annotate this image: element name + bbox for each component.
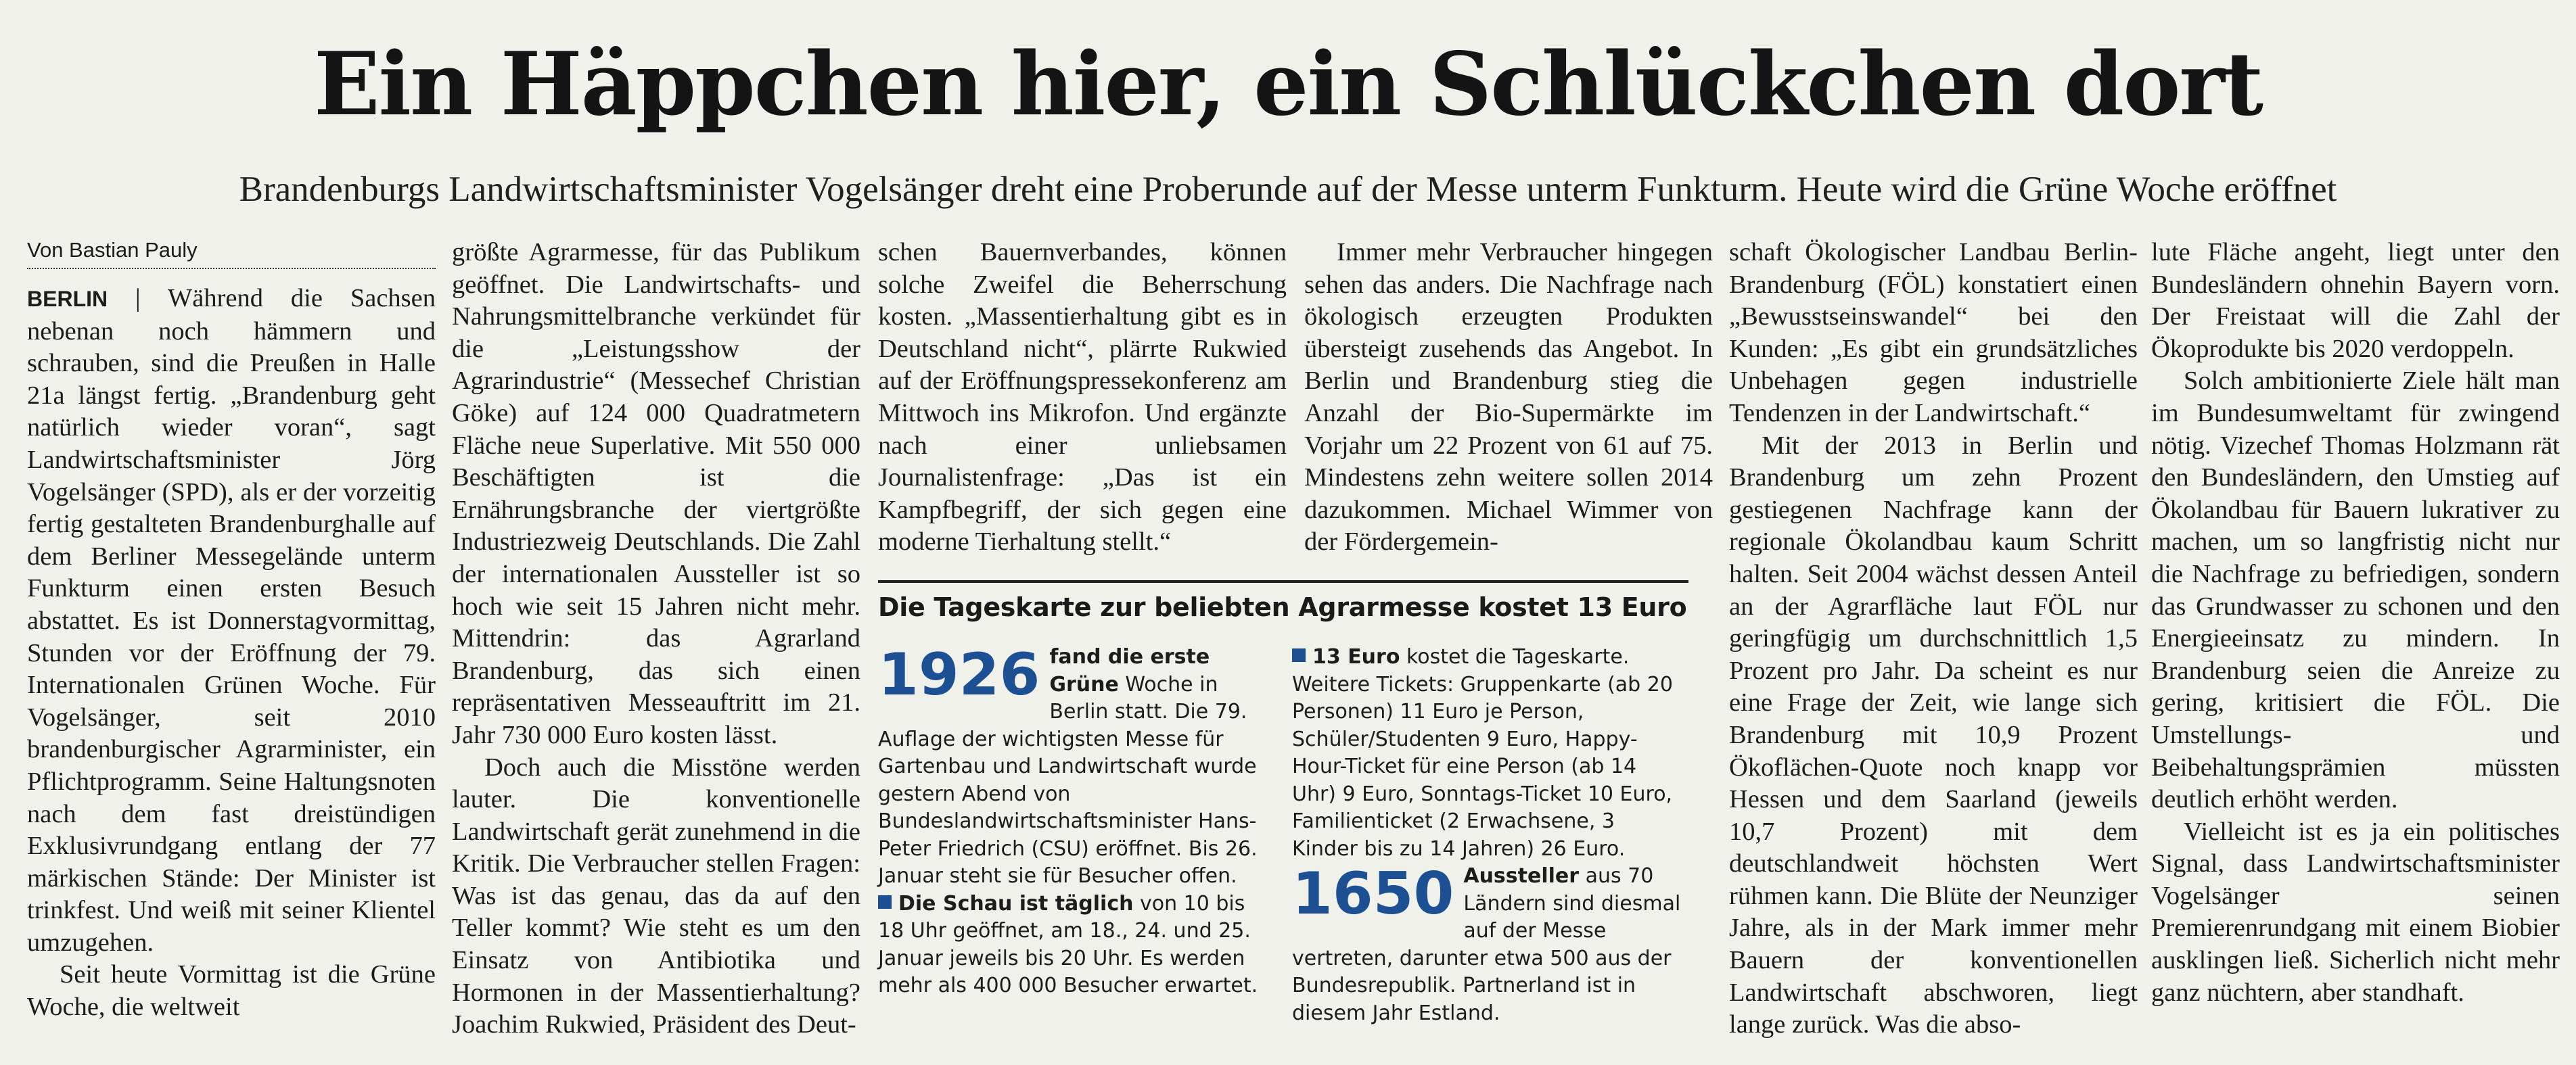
headline: Ein Häppchen hier, ein Schlückchen dort [313,34,2263,135]
bullet-lead: Die Schau ist täglich [898,891,1134,916]
bullet-square-icon [878,895,892,909]
paragraph: schen Bauernverbandes, können solche Zweifel die Beherrschung kosten. „Massentierhaltung gibt es in Deutschland nicht“, plärrte Rukwied auf der Eröffnungspressekonferenz am Mittwoch ins Mikrofon. Und ergänzte nach einer unliebsamen Journalistenfrage: „Das ist ein Kampfbegriff, der sich gegen eine moderne Tierhaltung stellt.“ [878,238,1287,557]
article-column-2 [452,237,860,1039]
big-number: 1926 [878,641,1040,709]
info-fact [878,641,1267,891]
subheadline: Brandenburgs Landwirtschaftsminister Vogelsänger dreht eine Proberunde auf der Messe unterm Funkturm. Heute wird die Grüne Woche eröffnet [239,170,2337,209]
info-bullet [1292,644,1681,863]
article-column-5 [1729,237,2138,1039]
article-column-1 [27,237,436,1028]
paragraph: schaft Ökologischer Landbau Berlin-Brandenburg (FÖL) konstatiert einen „Bewusstseinswandel“ bei den Kunden: „Es gibt ein grundsätzliches Unbehagen gegen industrielle Tendenzen in der Landwirtschaft.“ [1729,238,2138,427]
paragraph [27,283,436,959]
article-column-4 [1304,237,1713,561]
paragraph: Immer mehr Verbraucher hingegen sehen das anders. Die Nachfrage nach ökologisch erzeugten Produkten übersteigt zusehends das Angebot. In Berlin und Brandenburg stieg die Anzahl der Bio-Supermärkte im Vorjahr um 22 Prozent von 61 auf 75. Mindestens zehn weitere sollen 2014 dazukommen. Michael Wimmer von der Fördergemein- [1304,238,1713,557]
paragraph: lute Fläche angeht, liegt unter den Bundesländern ohnehin Bayern vorn. Der Freistaat will die Zahl der Ökoprodukte bis 2020 verdoppeln. [2151,238,2560,363]
fact-text: Woche in Berlin statt. Die 79. Auflage der wichtigsten Messe für Gartenbau und Landwirtschaft wurde gestern Abend von Bundeslandwirtschaftsminister Hans-Peter Friedrich (CSU) eröffnet. Bis 26. Januar steht sie für Besucher offen. [878,672,1258,888]
byline: Von Bastian Pauly [27,237,436,269]
fact-lead: Aussteller [1463,864,1580,888]
info-box-title: Die Tageskarte zur beliebten Agrarmesse kostet 13 Euro [878,592,1687,622]
bullet-square-icon [1292,648,1306,662]
paragraph-text: Während die Sachsen nebenan noch hämmern und schrauben, sind die Preußen in Halle 21a längst fertig. „Brandenburg geht natürlich wieder voran“, sagt Landwirtschaftsminister Jörg Vogelsänger (SPD), als er der vorzeitig fertig gestalteten Brandenburghalle auf dem Berliner Messegelände unterm Funkturm einen ersten Besuch abstattet. Es ist Donnerstagvormittag, Stunden vor der Eröffnung der 79. Internationalen Grünen Woche. Für Vogelsänger, seit 2010 brandenburgischer Agrarminister, ein Pflichtprogramm. Seine Haltungsnoten nach dem fast dreistündigen Exklusivrundgang entlang der 77 märkischen Stände: Der Minister ist trinkfest. Und weiß mit seiner Klientel umzugehen. [27,284,436,957]
info-box [878,580,1688,1029]
paragraph: Solch ambitionierte Ziele hält man im Bundesumweltamt für zwingend nötig. Vizechef Thomas Holzmann rät den Bundesländern, den Umstieg auf Ökolandbau für Bauern lukrativer zu machen, um so langfristig nicht nur die Nachfrage zu befriedigen, sondern das Grundwasser zu schonen und den Energieeinsatz zu mindern. In Brandenburg seien die Anreize zu gering, kritisiert die FÖL. Die Umstellungs- und Beibehaltungsprämien müssten deutlich erhöht werden. [2151,366,2560,814]
info-box-column-left [878,641,1267,1000]
info-fact [1292,860,1681,1027]
big-number: 1650 [1292,860,1454,928]
fact-text: aus 70 Ländern sind diesmal auf der Messe vertreten, darunter etwa 500 aus der Bundesrepublik. Partnerland ist in diesem Jahr Estland. [1292,864,1681,1025]
article-column-3 [878,237,1287,561]
bullet-text: kostet die Tageskarte. Weitere Tickets: Gruppenkarte (ab 20 Personen) 11 Euro je Person, Schüler/Studenten 9 Euro, Happy-Hour-Ticket für eine Person (ab 14 Uhr) 9 Euro, Sonntags-Ticket 10 Euro, Familienticket (2 Erwachsene, 3 Kinder bis zu 14 Jahren) 26 Euro. [1292,645,1673,861]
paragraph: Seit heute Vormittag ist die Grüne Woche, die weltweit [27,960,436,1022]
article-column-6 [2151,237,2560,1028]
paragraph: Mit der 2013 in Berlin und Brandenburg um zehn Prozent gestiegenen Nachfrage kann der regionale Ökolandbau kaum Schritt halten. Seit 2004 wächst dessen Anteil an der Agrarfläche laut FÖL nur geringfügig um durchschnittlich 1,5 Prozent pro Jahr. Da scheint es nur eine Frage der Zeit, wie lange sich Brandenburg mit 10,9 Prozent Ökoflächen-Quote noch knapp vor Hessen und dem Saarland (jeweils 10,7 Prozent) mit dem deutschlandweit höchsten Wert rühmen kann. Die Blüte der Neunziger Jahre, als in der Mark immer mehr Bauern der konventionellen Landwirtschaft abschworen, liegt lange zurück. Was die abso- [1729,431,2138,1039]
paragraph: größte Agrarmesse, für das Publikum geöffnet. Die Landwirtschafts- und Nahrungsmittelbranche verkündet für die „Leistungsshow der Agrarindustrie“ (Messechef Christian Göke) auf 124 000 Quadratmetern Fläche neue Superlative. Mit 550 000 Beschäftigten ist die Ernährungsbranche der viertgrößte Industriezweig Deutschlands. Die Zahl der internationalen Aussteller ist so hoch wie seit 15 Jahren nicht mehr. Mittendrin: das Agrarland Brandenburg, das sich einen repräsentativen Messeauftritt im 21. Jahr 730 000 Euro kosten lässt. [452,238,860,749]
paragraph: Vielleicht ist es ja ein politisches Signal, dass Landwirtschaftsminister Vogelsänger seinen Premierenrundgang mit einem Biobier ausklingen ließ. Sicherlich nicht mehr ganz nüchtern, aber standhaft. [2151,817,2560,1007]
info-bullet [878,891,1267,1000]
bullet-text: von 10 bis 18 Uhr geöffnet, am 18., 24. und 25. Januar jeweils bis 20 Uhr. Es werden mehr als 400 000 Besucher erwartet. [878,891,1258,997]
fact-lead: fand die erste Grüne [1049,645,1210,696]
dateline-separator: | [108,284,168,312]
dateline: BERLIN [27,287,108,311]
paragraph: Doch auch die Misstöne werden lauter. Die konventionelle Landwirtschaft gerät zunehmend in die Kritik. Die Verbraucher stellen Fragen: Was ist das genau, das da auf den Teller kommt? Wie steht es um den Einsatz von Antibiotika und Hormonen in der Massentierhaltung? Joachim Rukwied, Präsident des Deut- [452,753,860,1039]
bullet-lead: 13 Euro [1312,645,1400,669]
info-box-column-right [1292,644,1681,1027]
